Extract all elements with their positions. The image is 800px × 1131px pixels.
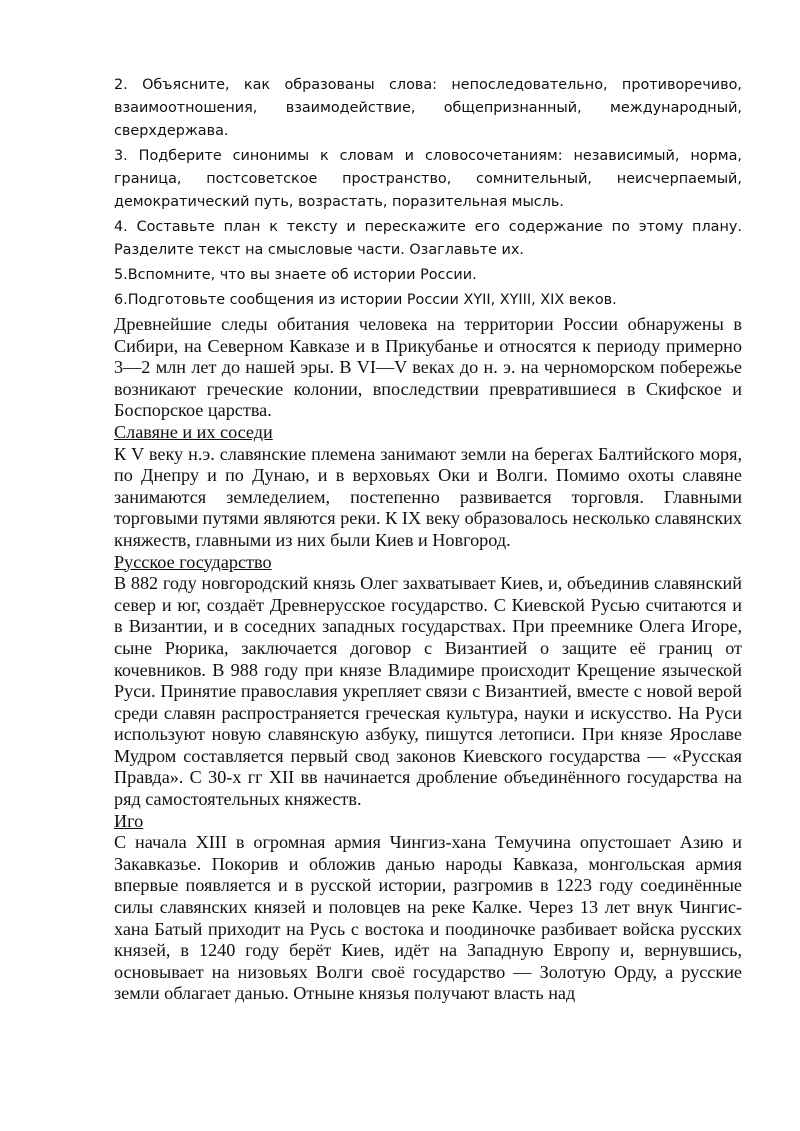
section-heading-slavs: Славяне и их соседи	[114, 421, 273, 442]
task-2: 2. Объясните, как образованы слова: непоследовательно, противоречиво, взаимоотношения, взаимодействие, общепризнанный, международный, сверхдержава.	[114, 77, 742, 139]
section-text-russian-state: В 882 году новгородский князь Олег захватывает Киев, и, объединив славянский север и юг, создаёт Древнерусское государство. С Киевской Русью считаются и в Византии, и в соседних западных государствах. При преемнике Олега Игоре, сыне Рюрика, заключается договор с Византией о защите её границ от кочевников. В 988 году при князе Владимире происходит Крещение языческой Руси. Принятие православия укрепляет связи с Византией, вместе с новой верой среди славян распространяется греческая культура, науки и искусство. На Руси используют новую славянскую азбуку, пишутся летописи. При князе Ярославе Мудром составляется первый свод законов Киевского государства — «Русская Правда». С 30-х гг XII вв начинается дробление объединённого государства на ряд самостоятельных княжеств.	[114, 573, 742, 810]
section-heading-russian-state: Русское государство	[114, 551, 272, 572]
section-heading-yoke: Иго	[114, 810, 144, 831]
section-text-slavs: К V веку н.э. славянские племена занимают земли на берегах Балтийского моря, по Днепру и по Дунаю, и в верховьях Оки и Волги. Помимо охоты славяне занимаются земледелием, постепенно развивается торговля. Главными торговыми путями являются реки. К IX веку образовалось несколько славянских княжеств, главными из них были Киев и Новгород.	[114, 443, 742, 550]
task-5: 5.Вспомните, что вы знаете об истории России.	[114, 267, 477, 283]
document-page	[114, 74, 742, 1005]
intro-paragraph: Древнейшие следы обитания человека на территории России обнаружены в Сибири, на Северном Кавказе и в Прикубанье и относятся к периоду примерно 3—2 млн лет до нашей эры. В VI—V веках до н. э. на черноморском побережье возникают греческие колонии, впоследствии превратившиеся в Скифское и Боспорское царства.	[114, 314, 742, 421]
section-text-yoke: С начала XIII в огромная армия Чингиз-хана Темучина опустошает Азию и Закавказье. Покорив и обложив данью народы Кавказа, монгольская армия впервые появляется и в русской истории, разгромив в 1223 году соединённые силы славянских князей и половцев на реке Калке. Через 13 лет внук Чингис-хана Батый приходит на Русь с востока и поодиночке разбивает войска русских князей, в 1240 году берёт Киев, идёт на Западную Европу и, вернувшись, основывает на низовьях Волги своё государство — Золотую Орду, а русские земли облагает данью. Отныне князья получают власть над	[114, 832, 742, 1004]
task-4: 4. Составьте план к тексту и перескажите его содержание по этому плану. Разделите текст на смысловые части. Озаглавьте их.	[114, 219, 742, 258]
task-6: 6.Подготовьте сообщения из истории России XYII, XYIII, XIX веков.	[114, 292, 617, 308]
task-3: 3. Подберите синонимы к словам и словосочетаниям: независимый, норма, граница, постсоветское пространство, сомнительный, неисчерпаемый, демократический путь, возрастать, поразительная мысль.	[114, 148, 742, 210]
